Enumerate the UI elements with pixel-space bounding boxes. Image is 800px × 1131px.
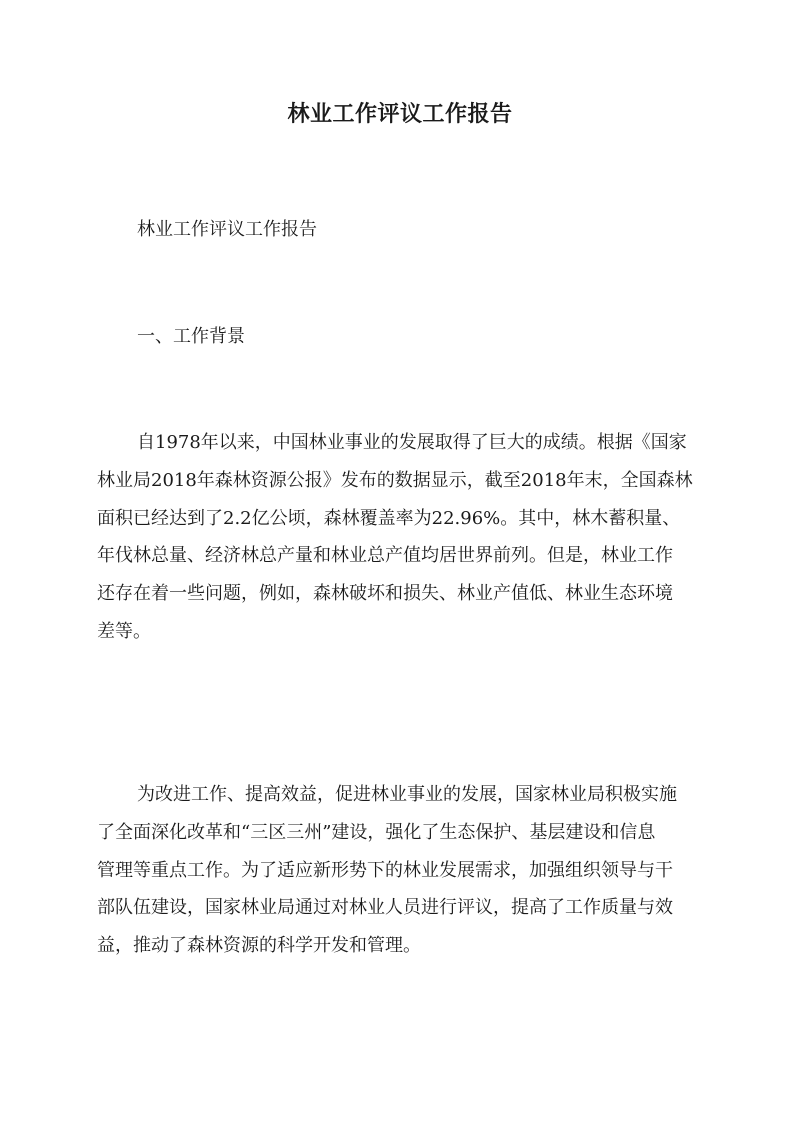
paragraph-line: 管理等重点工作。为了适应新形势下的林业发展需求，加强组织领导与干 xyxy=(97,859,673,881)
subtitle-text: 林业工作评议工作报告 xyxy=(137,219,317,240)
paragraph-line: 为改进工作、提高效益，促进林业事业的发展，国家林业局积极实施 xyxy=(137,784,677,805)
section-heading-text: 一、工作背景 xyxy=(137,326,245,347)
paragraph-line: 了全面深化改革和“三区三州”建设，强化了生态保护、基层建设和信息 xyxy=(97,821,656,843)
paragraph-line: 林业局2018年森林资源公报》发布的数据显示，截至2018年末，全国森林 xyxy=(97,469,693,491)
section-heading xyxy=(97,318,743,356)
document-subtitle xyxy=(97,211,743,249)
paragraph-line: 还存在着一些问题，例如，森林破坏和损失、林业产值低、林业生态环境 xyxy=(97,583,673,605)
paragraph-line: 部队伍建设，国家林业局通过对林业人员进行评议，提高了工作质量与效 xyxy=(97,897,673,919)
paragraph-1 xyxy=(97,424,703,651)
paragraph-2 xyxy=(97,776,703,965)
paragraph-line: 益，推动了森林资源的科学开发和管理。 xyxy=(97,935,421,957)
paragraph-line: 年伐林总量、经济林总产量和林业总产值均居世界前列。但是，林业工作 xyxy=(97,545,673,567)
paragraph-line: 差等。 xyxy=(97,620,151,642)
paragraph-line: 面积已经达到了2.2亿公顷，森林覆盖率为22.96%。其中，林木蓄积量、 xyxy=(97,507,681,529)
paragraph-line: 自1978年以来，中国林业事业的发展取得了巨大的成绩。根据《国家 xyxy=(137,432,687,453)
document-title: 林业工作评议工作报告 xyxy=(287,101,513,127)
